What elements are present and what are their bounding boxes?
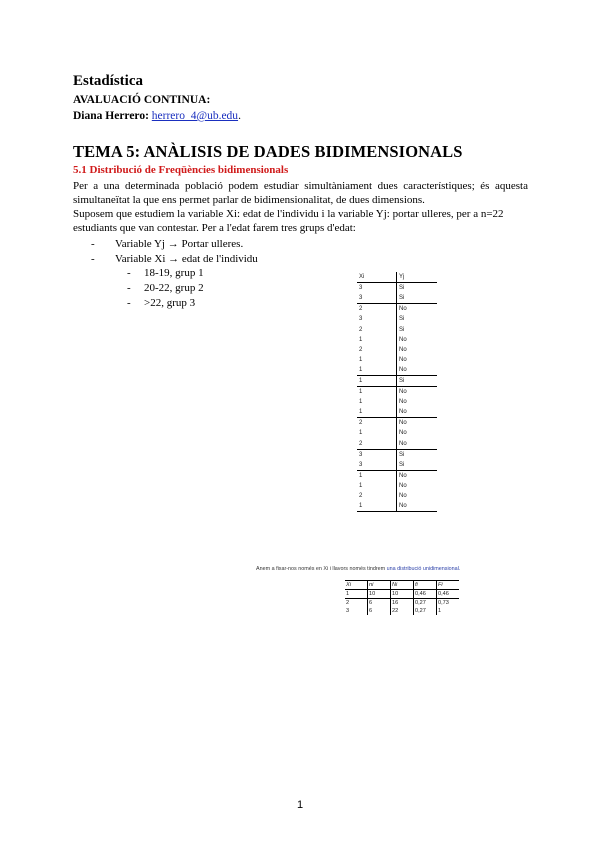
table-cell: Fi	[437, 581, 460, 590]
list-item: - 18-19, grup 1	[127, 266, 204, 281]
table-row	[357, 314, 437, 324]
raw-data-table	[357, 272, 437, 512]
table-row	[357, 407, 437, 418]
table-cell: 0,46	[414, 590, 437, 599]
cell-xi: 1	[357, 355, 397, 365]
table-row	[357, 345, 437, 355]
table-cell: 0,27	[414, 607, 437, 615]
cell-xi: 3	[357, 293, 397, 304]
cell-xi: 3	[357, 460, 397, 471]
document-title: Estadística	[73, 73, 144, 89]
author-label: Diana Herrero:	[73, 110, 149, 122]
cell-xi: 1	[357, 375, 397, 386]
cell-yj: Si	[399, 326, 405, 333]
variable-list	[91, 237, 258, 267]
cell-xi: 3	[357, 449, 397, 460]
table-row	[357, 293, 437, 304]
cell-yj: No	[399, 430, 407, 437]
cell-yj: Si	[399, 285, 405, 292]
cell-xi: 1	[357, 481, 397, 491]
cell-xi: 2	[357, 418, 397, 429]
table-cell: 0,73	[437, 599, 460, 608]
cell-xi: 1	[357, 501, 397, 512]
table-cell: 1	[437, 607, 460, 615]
section-subheading: 5.1 Distribució de Freqüències bidimensionals	[73, 164, 289, 176]
cell-yj: No	[399, 440, 407, 447]
cell-yj: No	[397, 304, 438, 315]
table-cell: 22	[391, 607, 414, 615]
table-cell: 10	[391, 590, 414, 599]
table-row	[357, 418, 437, 429]
table-cell: fi	[414, 581, 437, 590]
intro-paragraph: Per a una determinada població podem estudiar simultàniament dues característiques; és aquesta simultaneïtat la que ens permet parlar de bidimensionalitat, de dues dimensions.	[73, 180, 528, 206]
table-row	[357, 355, 437, 365]
table-row	[357, 335, 437, 345]
freq-row	[345, 590, 459, 599]
table-row	[357, 283, 437, 294]
age-group-list	[127, 266, 204, 311]
caption-highlight: una distribució unidimensional.	[386, 566, 461, 572]
table-row	[357, 481, 437, 491]
cell-xi: 1	[357, 428, 397, 438]
cell-xi: 1	[357, 387, 397, 398]
table-cell: 1	[345, 590, 368, 599]
table-header-row	[357, 272, 437, 283]
cell-yj: No	[399, 336, 407, 343]
email-link[interactable]: herrero_4@ub.edu	[151, 110, 239, 122]
author-line	[73, 110, 241, 122]
freq-header-row	[345, 581, 459, 590]
table-row	[357, 428, 437, 438]
freq-row	[345, 607, 459, 615]
list-item: - Variable Yj → Portar ulleres.	[91, 237, 258, 252]
table-row	[357, 460, 437, 471]
document-subtitle: AVALUACIÓ CONTINUA:	[73, 94, 211, 106]
cell-yj: Si	[399, 461, 405, 468]
cell-yj: No	[399, 346, 407, 353]
table-row	[357, 449, 437, 460]
table-row	[357, 324, 437, 334]
list-item: - Variable Xi → edat de l'individu	[91, 252, 258, 267]
section-heading: TEMA 5: ANÀLISIS DE DADES BIDIMENSIONALS	[73, 142, 463, 161]
table-cell: 2	[346, 600, 350, 606]
cell-yj: Si	[397, 375, 438, 386]
cell-yj: No	[399, 366, 407, 373]
cell-xi: Xi	[357, 272, 397, 283]
cell-xi: 1	[357, 365, 397, 376]
page-number: 1	[296, 799, 304, 811]
cell-yj: No	[399, 356, 407, 363]
table-cell: 0,46	[437, 590, 460, 599]
table-cell: 16	[391, 599, 414, 608]
cell-yj: Si	[397, 449, 438, 460]
cell-xi: 2	[357, 491, 397, 501]
cell-yj: No	[399, 399, 407, 406]
cell-yj: No	[397, 501, 438, 512]
caption-text: Anem a fixar-nos només en Xi i llavors només tindrem	[256, 566, 386, 572]
study-paragraph: Suposem que estudiem la variable Xi: edat de l'individu i la variable Yj: portar ulleres, per a n=22 estudiants que van contestar. Per a l'edat farem tres grups d'edat:	[73, 208, 504, 234]
cell-yj: No	[399, 409, 407, 416]
cell-yj: No	[399, 493, 407, 500]
cell-xi: 2	[357, 439, 397, 450]
cell-xi: 2	[357, 304, 397, 315]
table-row	[357, 501, 437, 512]
cell-xi: 1	[357, 335, 397, 345]
table-row	[357, 397, 437, 407]
table-row	[357, 304, 437, 315]
cell-yj: No	[397, 387, 438, 398]
table-row	[357, 439, 437, 450]
list-item: - 20-22, grup 2	[127, 281, 204, 296]
table-row	[357, 365, 437, 376]
cell-xi: 2	[357, 324, 397, 334]
cell-yj: Si	[399, 295, 405, 302]
cell-yj: No	[397, 418, 438, 429]
table-cell: 6	[368, 599, 391, 608]
cell-yj: No	[397, 470, 438, 481]
cell-xi: 1	[357, 470, 397, 481]
table-row	[357, 470, 437, 481]
table-row	[357, 375, 437, 386]
table-cell: Ni	[391, 581, 414, 590]
cell-xi: 3	[357, 283, 397, 294]
cell-xi: 1	[357, 397, 397, 407]
cell-xi: 2	[357, 345, 397, 355]
table-caption	[256, 566, 460, 572]
cell-yj: No	[399, 482, 407, 489]
table-row	[357, 387, 437, 398]
table-cell: 0,27	[414, 599, 437, 608]
list-item: - >22, grup 3	[127, 296, 204, 311]
table-cell: 10	[368, 590, 391, 599]
table-cell: 6	[368, 607, 391, 615]
frequency-table	[345, 580, 459, 615]
cell-yj: Si	[399, 316, 405, 323]
cell-xi: 1	[357, 407, 397, 418]
cell-xi: 3	[357, 314, 397, 324]
freq-row	[345, 599, 459, 608]
email-suffix: .	[238, 110, 241, 122]
table-cell: Xi	[345, 581, 368, 590]
table-cell: 3	[346, 608, 350, 614]
cell-yj: Yj	[397, 272, 438, 283]
table-cell: ni	[368, 581, 391, 590]
table-row	[357, 491, 437, 501]
